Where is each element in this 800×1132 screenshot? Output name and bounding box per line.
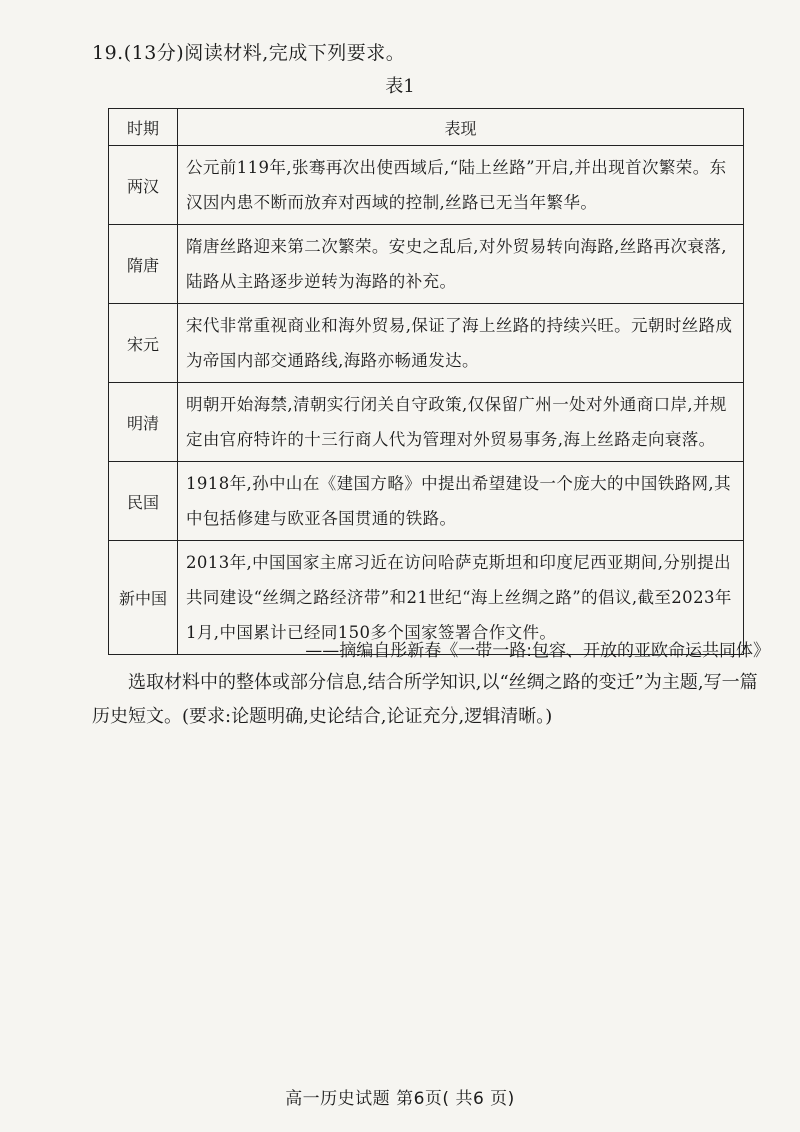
- task-instruction: 选取材料中的整体或部分信息,结合所学知识,以“丝绸之路的变迁”为主题,写一篇历史短文。(要求:论题明确,史论结合,论证充分,逻辑清晰。): [92, 672, 758, 727]
- source-citation: ——摘编自彤新春《一带一路:包容、开放的亚欧命运共同体》: [305, 641, 770, 661]
- table-caption: 表1: [385, 76, 415, 97]
- period-cell: 民国: [109, 462, 178, 541]
- period-cell: 新中国: [109, 541, 178, 655]
- question-title: 19.(13分)阅读材料,完成下列要求。: [92, 42, 406, 64]
- description-cell: 宋代非常重视商业和海外贸易,保证了海上丝路的持续兴旺。元朝时丝路成为帝国内部交通路线,海路亦畅通发达。: [178, 304, 744, 383]
- table-row: [109, 462, 744, 541]
- material-table: [108, 108, 744, 655]
- table-header-row: [109, 109, 744, 146]
- period-cell: 隋唐: [109, 225, 178, 304]
- table-row: [109, 225, 744, 304]
- header-period: 时期: [109, 109, 178, 146]
- description-cell: 明朝开始海禁,清朝实行闭关自守政策,仅保留广州一处对外通商口岸,并规定由官府特许的十三行商人代为管理对外贸易事务,海上丝路走向衰落。: [178, 383, 744, 462]
- description-cell: 隋唐丝路迎来第二次繁荣。安史之乱后,对外贸易转向海路,丝路再次衰落,陆路从主路逐步逆转为海路的补充。: [178, 225, 744, 304]
- period-cell: 两汉: [109, 146, 178, 225]
- description-cell: 2013年,中国国家主席习近在访问哈萨克斯坦和印度尼西亚期间,分别提出共同建设“丝绸之路经济带”和21世纪“海上丝绸之路”的倡议,截至2023年1月,中国累计已经同150多个国家签署合作文件。: [178, 541, 744, 655]
- period-cell: 宋元: [109, 304, 178, 383]
- page-footer: 高一历史试题 第6页( 共6 页): [285, 1089, 515, 1109]
- description-cell: 1918年,孙中山在《建国方略》中提出希望建设一个庞大的中国铁路网,其中包括修建与欧亚各国贯通的铁路。: [178, 462, 744, 541]
- table-row: [109, 383, 744, 462]
- description-cell: 公元前119年,张骞再次出使西域后,“陆上丝路”开启,并出现首次繁荣。东汉因内患不断而放弃对西域的控制,丝路已无当年繁华。: [178, 146, 744, 225]
- header-description: 表现: [178, 109, 744, 146]
- table-row: [109, 146, 744, 225]
- period-cell: 明清: [109, 383, 178, 462]
- table-row: [109, 304, 744, 383]
